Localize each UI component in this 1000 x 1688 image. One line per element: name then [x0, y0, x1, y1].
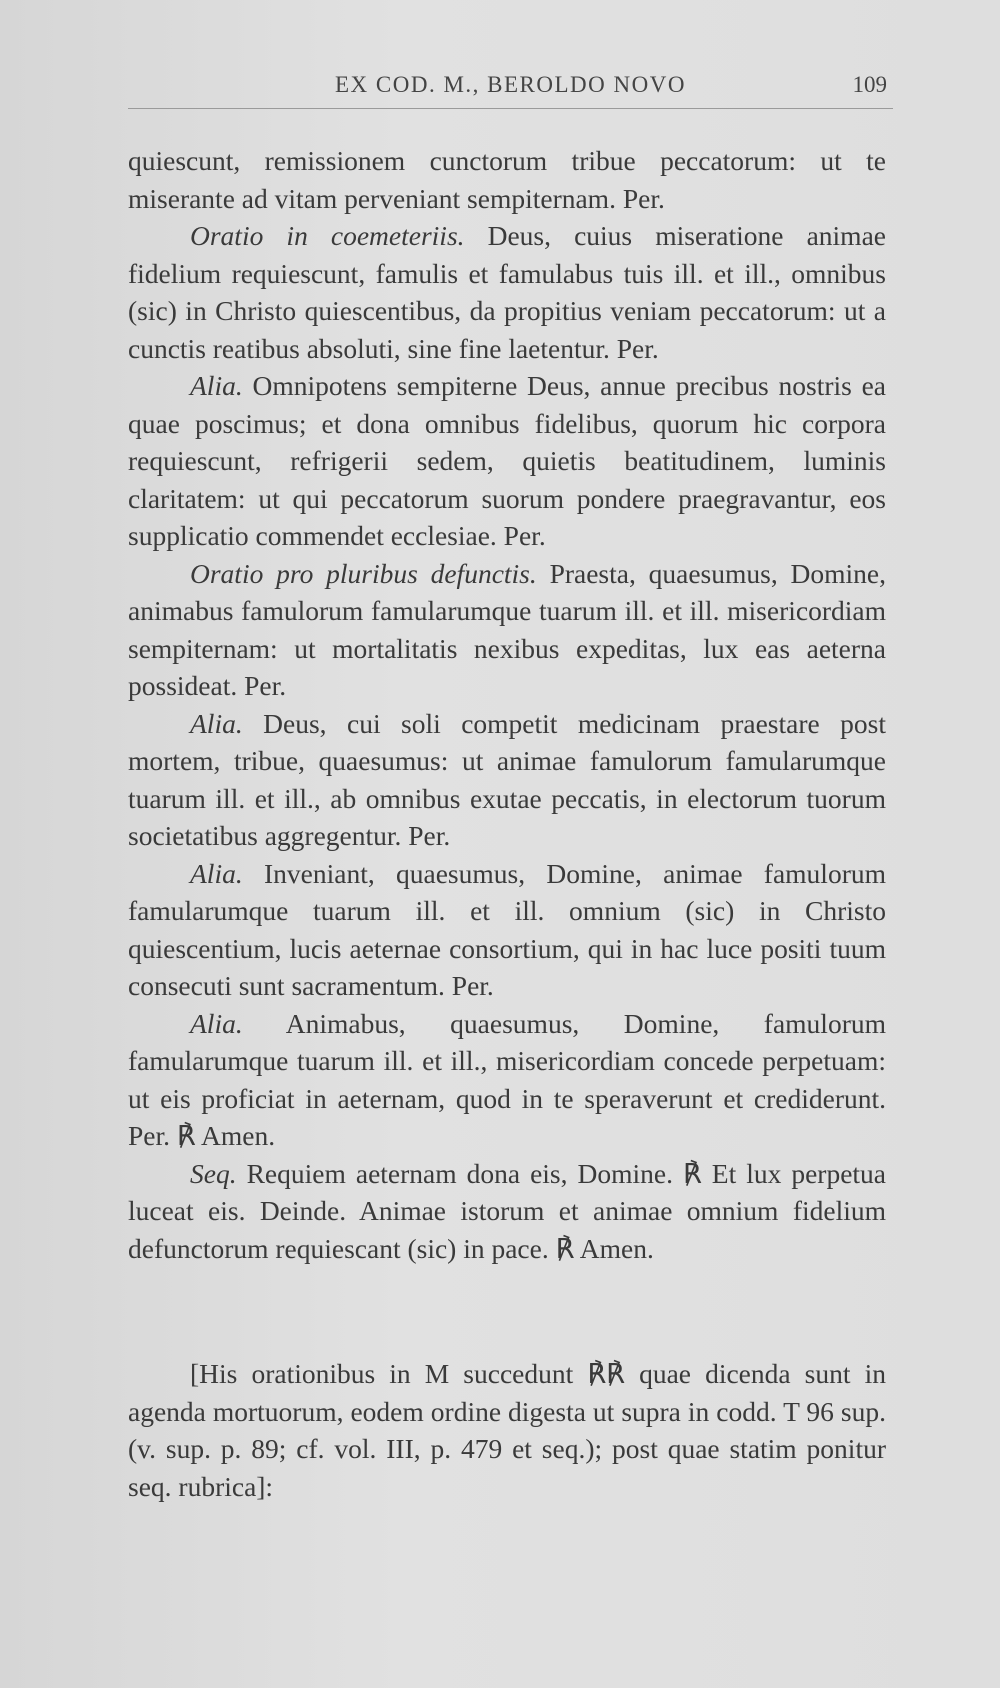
page-number: 109 — [852, 72, 887, 97]
paragraph — [128, 1005, 886, 1155]
paragraph-text: Inveniant, quaesumus, Domine, animae famulorum famularumque tuarum ill. et ill. omnium (sic) in Christo quiescentium, lucis aeternae consortium, qui in hac luce positi tuum consecuti sunt sacramentum. Per. — [128, 857, 886, 1001]
editorial-note-text: [His orationibus in M succedunt ℟℟ quae dicenda sunt in agenda mortuorum, eodem ordine digesta ut supra in codd. T 96 sup. (v. sup. p. 89; cf. vol. III, p. 479 et seq.); post quae statim ponitur seq. rubrica]: — [128, 1358, 886, 1502]
rubric: Oratio pro pluribus defunctis. — [190, 557, 537, 589]
rubric: Alia. — [190, 857, 243, 889]
paragraph-text: Requiem aeternam dona eis, Domine. ℟ Et lux perpetua luceat eis. Deinde. Animae istorum et animae omnium fidelium defunctorum requiescant (sic) in pace. ℟ Amen. — [128, 1157, 886, 1264]
rubric: Alia. — [190, 707, 243, 739]
paragraph — [128, 367, 886, 555]
page-header — [128, 68, 893, 109]
rubric: Alia. — [190, 370, 243, 401]
rubric: Oratio in coemeteriis. — [190, 220, 465, 251]
paragraph — [128, 217, 886, 367]
rubric: Seq. — [190, 1157, 237, 1189]
paragraph — [128, 142, 886, 217]
paragraph-text: quiescunt, remissionem cunctorum tribue peccatorum: ut te miserante ad vitam perveniant sempiternam. Per. — [128, 145, 886, 214]
running-head: EX COD. M., BEROLDO NOVO — [335, 72, 686, 97]
paragraph-text: Omnipotens sempiterne Deus, annue precibus nostris ea quae poscimus; et dona omnibus fidelibus, quorum hic corpora requiescunt, refrigerii sedem, quietis beatitudinem, luminis claritatem: ut qui peccatorum suorum pondere praegravantur, eos supplicatio commendet ecclesiae. Per. — [128, 370, 886, 551]
paragraph-text: Animabus, quaesumus, Domine, famulorum famularumque tuarum ill. et ill., misericordiam concede perpetuam: ut eis proficiat in aeternam, quod in te speraverunt et crediderunt. Per. ℟ Amen. — [128, 1007, 886, 1151]
main-text — [128, 142, 886, 1267]
paragraph — [128, 855, 886, 1005]
paragraph — [128, 705, 886, 855]
paragraph-text: Deus, cui soli competit medicinam praestare post mortem, tribue, quaesumus: ut animae famulorum famularumque tuarum ill. et ill., ab omnibus exutae peccatis, in electorum tuorum societatibus aggregentur. Per. — [128, 707, 886, 851]
paragraph-text: Praesta, quaesumus, Domine, animabus famulorum famularumque tuarum ill. et ill. misericordiam sempiternam: ut mortalitatis nexibus expeditas, lux eas aeterna possideat. Per. — [128, 557, 886, 701]
paragraph-text: Deus, cuius miseratione animae fidelium requiescunt, famulis et famulabus tuis ill. et ill., omnibus (sic) in Christo quiescentibus, da propitius veniam peccatorum: ut a cunctis reatibus absoluti, sine fine laetentur. Per. — [128, 220, 886, 364]
paragraph — [128, 555, 886, 705]
editorial-note — [128, 1355, 886, 1505]
rubric: Alia. — [190, 1007, 243, 1039]
paragraph — [128, 1155, 886, 1268]
